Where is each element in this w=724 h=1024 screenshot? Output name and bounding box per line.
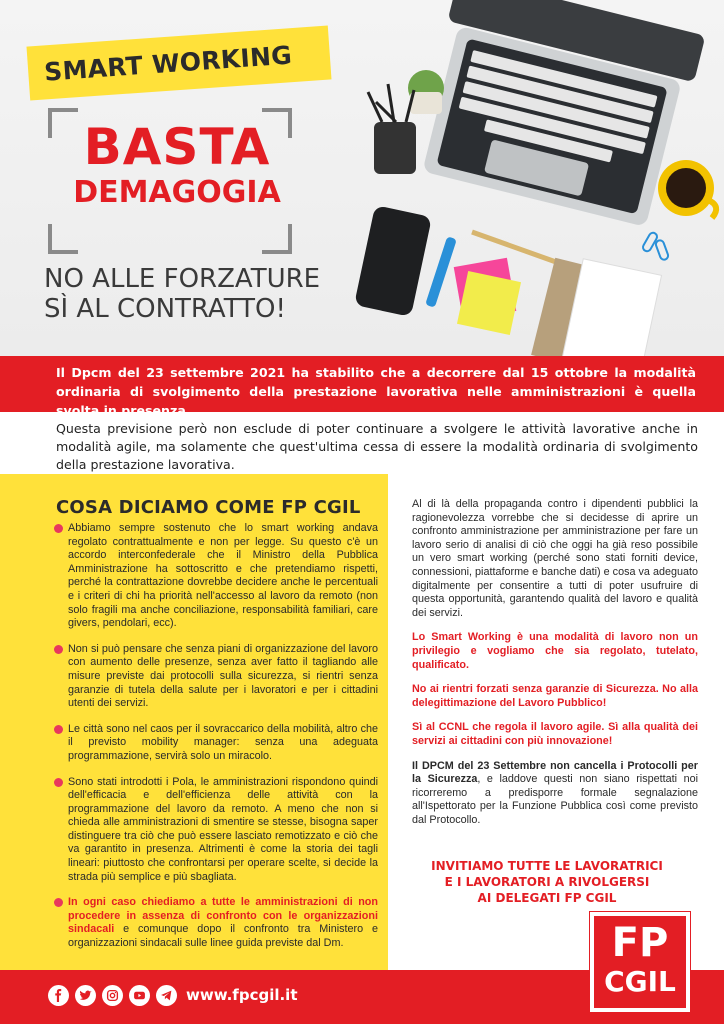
instagram-icon[interactable] bbox=[102, 985, 123, 1006]
call-to-action: INVITIAMO TUTTE LE LAVORATRICI E I LAVORATORI A RIVOLGERSI AI DELEGATI FP CGIL bbox=[431, 859, 663, 905]
bullet-dot-icon bbox=[54, 524, 63, 533]
list-item: Non si può pensare che senza piani di organizzazione del lavoro con aumento delle presenze, senza aver fatto il tagliando alle misure previste dai protocolli sulla sicurezza, si rientri senza garanzie di tutela della salute per i lavoratori e per i cittadini utenti dei servizi. bbox=[56, 643, 378, 711]
slogan-paragraph: Sì al CCNL che regola il lavoro agile. Sì alla qualità dei servizi ai cittadini con più innovazione! bbox=[412, 721, 698, 747]
fp-cgil-logo bbox=[590, 912, 690, 1012]
frame-corner bbox=[48, 224, 78, 254]
list-item: Sono stati introdotti i Pola, le amministrazioni rispondono quindi dell'efficacia e dell'efficienza delle attività con la programmazione del lavoro da remoto. A meno che non si chieda alle amministrazioni di smentire se stesse, bisogna saper distinguere tra ciò che può essere lasciato remotizzato e ciò che va garantito in presenza. Altrimenti è come la storia dei tagli lineari: piuttosto che confrontarsi per operare scelte, si decide la strada più semplice e più sbagliata. bbox=[56, 776, 378, 885]
twitter-icon[interactable] bbox=[75, 985, 96, 1006]
bullet-dot-icon bbox=[54, 898, 63, 907]
logo-cgil-text: CGIL bbox=[604, 965, 676, 998]
slogan-paragraph: No ai rientri forzati senza garanzie di Sicurezza. No alla delegittimazione del Lavoro Pubblico! bbox=[412, 683, 698, 709]
intro-body: Questa previsione però non esclude di poter continuare a svolgere le attività lavorative anche in modalità agile, ma solamente che quest'ultima cessa di essere la modalità ordinaria di svolgimento della prestazione lavorativa. bbox=[56, 421, 698, 472]
list-item: In ogni caso chiediamo a tutte le amministrazioni di non procedere in assenza di confronto con le organizzazioni sindacali e comunque dopo il confronto tra Ministero e organizzazioni sindacali sulle linee guida previste dal Dm. bbox=[56, 896, 378, 950]
position-list bbox=[56, 522, 378, 963]
youtube-icon[interactable] bbox=[129, 985, 150, 1006]
website-link[interactable]: www.fpcgil.it bbox=[186, 986, 298, 1004]
tagline-line-2: SÌ AL CONTRATTO! bbox=[44, 294, 286, 324]
bullet-dot-icon bbox=[54, 725, 63, 734]
list-item: Abbiamo sempre sostenuto che lo smart working andava regolato contrattualmente e non per legge. Su questo c'è un accordo interconfederale che il Ministro della Pubblica Amministrazione ha sottoscritto e che pretendiamo rispetti, perché la contrattazione dovrebbe decidere anche le percentuali e i criteri di chi ha priorità nell'accesso al lavoro da remoto (non solo fragili ma anche conciliazione, responsabilità familiari, care givers, pendolari, ecc). bbox=[56, 522, 378, 631]
desk-illustration bbox=[336, 0, 724, 356]
headline-demagogia: DEMAGOGIA bbox=[73, 175, 281, 210]
headline-basta: BASTA bbox=[83, 118, 271, 176]
demand-highlight: In ogni caso chiediamo a tutte le amministrazioni di non procedere in assenza di confronto con le organizzazioni sindacali bbox=[68, 896, 378, 936]
slogan-paragraph: Lo Smart Working è una modalità di lavoro non un privilegio e vogliamo che sia regolato, tutelato, qualificato. bbox=[412, 631, 698, 671]
tagline-line-1: NO ALLE FORZATURE bbox=[44, 264, 321, 294]
bullet-dot-icon bbox=[54, 778, 63, 787]
paragraph: Al di là della propaganda contro i dipendenti pubblici la ragionevolezza vorrebbe che si decidesse di aprire un confronto amministrazione per amministrazione per fare un lavoro serio di analisi di ciò che oggi ha già reso possibile un vero smart working (perché sono stati forniti device, connessioni, piattaforme e banche dati) e cosa va adeguato digitalmente per consentire a tutti di poter usufruire di questa opportunità, garantendo qualità del lavoro e qualità dei servizi. bbox=[412, 498, 698, 619]
right-column bbox=[412, 498, 698, 838]
logo-fp-text: FP bbox=[611, 920, 669, 966]
telegram-icon[interactable] bbox=[156, 985, 177, 1006]
title-tag: SMART WORKING bbox=[43, 40, 293, 87]
intro-highlight: Il Dpcm del 23 settembre 2021 ha stabilito che a decorrere dal 15 ottobre la modalità ordinaria di svolgimento della prestazione lavorativa nelle amministrazioni è quella svolta in presenza. bbox=[56, 365, 696, 418]
panel-title: COSA DICIAMO COME FP CGIL bbox=[56, 497, 361, 518]
facebook-icon[interactable] bbox=[48, 985, 69, 1006]
social-links bbox=[48, 985, 177, 1006]
hero-banner bbox=[0, 0, 724, 356]
tagline bbox=[44, 264, 344, 324]
bullet-dot-icon bbox=[54, 645, 63, 654]
list-item: Le città sono nel caos per il sovraccarico della mobilità, altro che il previsto mobility manager: senza una adeguata programmazione, servirà solo un miracolo. bbox=[56, 723, 378, 764]
frame-corner bbox=[262, 224, 292, 254]
paragraph: Il DPCM del 23 Settembre non cancella i Protocolli per la Sicurezza, e laddove questi non siano rispettati noi ricorreremo a predisporre formale segnalazione all'Ispettorato per la Funzione Pubblica così come previsto dal Protocollo. bbox=[412, 759, 698, 826]
